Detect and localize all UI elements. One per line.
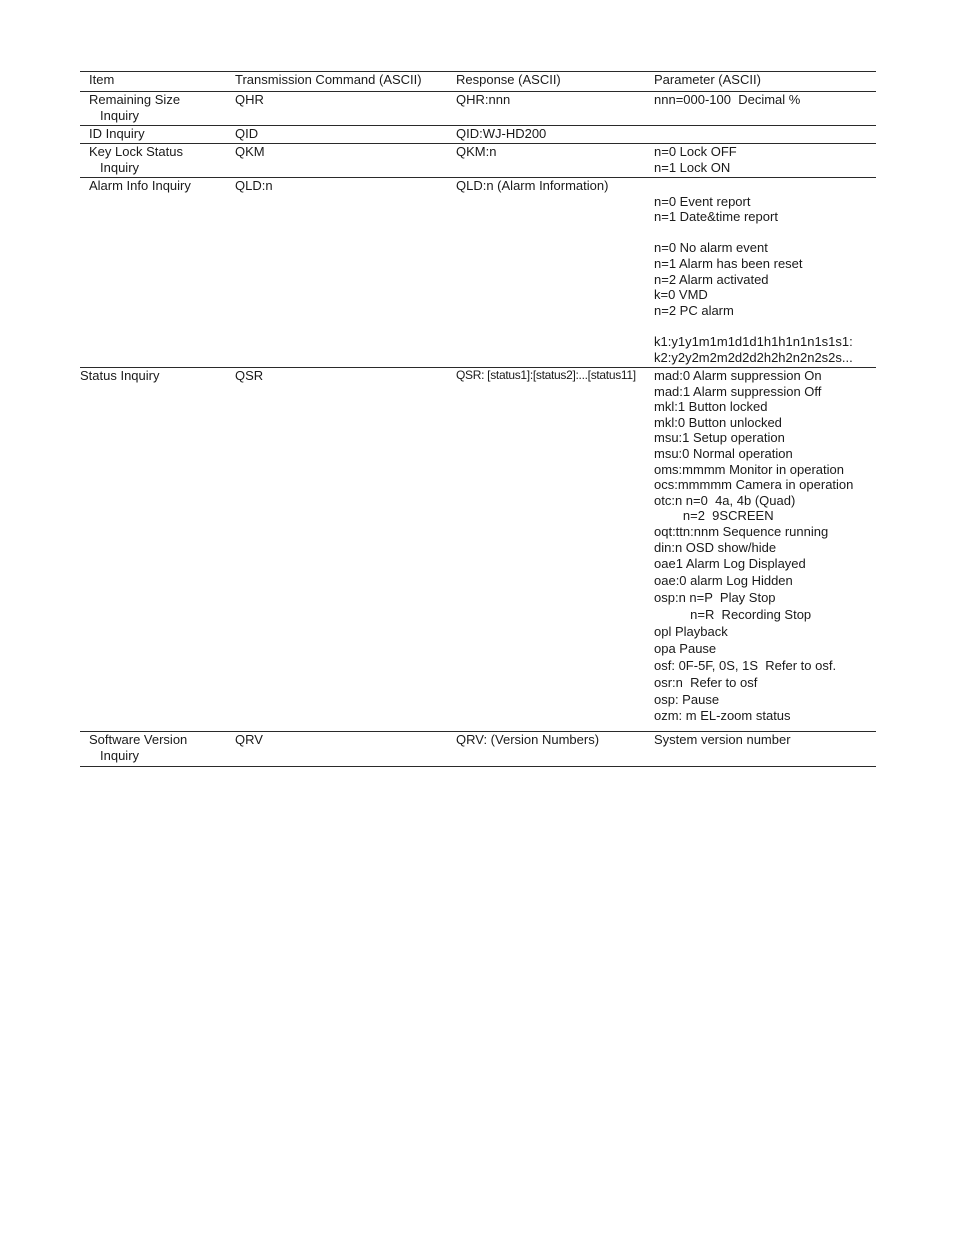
parameter-line: ozm: m EL-zoom status [654, 708, 791, 724]
table-row [80, 731, 876, 767]
parameter-line: msu:1 Setup operation [654, 430, 785, 446]
row-item: Alarm Info Inquiry [89, 178, 191, 193]
item-line: Remaining Size [89, 92, 181, 107]
item-line: Inquiry [100, 747, 140, 763]
row-item [89, 732, 187, 763]
command-table [80, 71, 876, 767]
parameter-line: n=1 Date&time report [654, 209, 778, 225]
row-item [89, 144, 183, 175]
parameter-line [654, 178, 853, 194]
row-item: ID Inquiry [89, 126, 145, 141]
row-item: Status Inquiry [80, 368, 160, 383]
row-command: QRV [235, 732, 263, 747]
item-line: Inquiry [100, 107, 140, 123]
row-command: QID [235, 126, 259, 141]
parameter-line: System version number [654, 732, 791, 747]
row-parameters [654, 732, 791, 748]
row-parameters [654, 92, 800, 108]
parameter-line: osp:n n=P Play Stop [654, 590, 776, 606]
parameter-line: mad:1 Alarm suppression Off [654, 383, 822, 399]
parameter-line [654, 318, 853, 334]
table-row [80, 177, 876, 367]
parameter-line: oae1 Alarm Log Displayed [654, 556, 806, 572]
table-header-row [80, 71, 876, 91]
parameter-line: n=0 Event report [654, 193, 751, 209]
parameter-line: n=R Recording Stop [654, 607, 812, 623]
parameter-line: ocs:mmmmm Camera in operation [654, 477, 854, 493]
row-parameters [654, 144, 737, 175]
parameter-line: k1:y1y1m1m1d1d1h1h1n1n1s1s1: [654, 333, 853, 349]
row-response: QHR:nnn [456, 92, 511, 107]
parameter-line: mkl:0 Button unlocked [654, 414, 782, 430]
parameter-line: nnn=000-100 Decimal % [654, 92, 801, 107]
header-command: Transmission Command (ASCII) [235, 72, 422, 87]
parameter-line: oms:mmmm Monitor in operation [654, 461, 844, 477]
parameter-line: n=2 Alarm activated [654, 271, 769, 287]
parameter-line: k2:y2y2m2m2d2d2h2h2n2n2s2s... [654, 349, 853, 365]
table-row [80, 91, 876, 125]
parameter-line: opa Pause [654, 640, 717, 656]
parameter-line: n=1 Lock ON [654, 159, 731, 175]
parameter-line: msu:0 Normal operation [654, 445, 793, 461]
table-row [80, 143, 876, 177]
header-item: Item [89, 72, 115, 87]
parameter-line: n=0 Lock OFF [654, 144, 737, 159]
parameter-line: n=2 PC alarm [654, 302, 734, 318]
row-response: QKM:n [456, 144, 497, 159]
parameter-line: osr:n Refer to osf [654, 674, 758, 690]
row-item [89, 92, 180, 123]
header-response: Response (ASCII) [456, 72, 561, 87]
parameter-line: otc:n n=0 4a, 4b (Quad) [654, 492, 796, 508]
table-row [80, 367, 876, 731]
parameter-line: mkl:1 Button locked [654, 399, 768, 415]
parameter-line [654, 225, 853, 241]
item-line: Key Lock Status [89, 144, 183, 159]
parameter-line: oqt:ttn:nnm Sequence running [654, 523, 829, 539]
row-command: QHR [235, 92, 264, 107]
parameter-line: din:n OSD show/hide [654, 539, 777, 555]
parameter-line: mad:0 Alarm suppression On [654, 368, 822, 383]
parameter-line: osp: Pause [654, 691, 720, 707]
item-line: Software Version [89, 732, 188, 747]
row-response: QLD:n (Alarm Information) [456, 178, 609, 193]
item-line: Inquiry [100, 159, 140, 175]
parameter-line: n=2 9SCREEN [654, 508, 774, 524]
row-response: QSR: [status1]:[status2]:...[status11] [456, 368, 636, 382]
row-command: QKM [235, 144, 265, 159]
table-row [80, 125, 876, 143]
parameter-line: osf: 0F-5F, 0S, 1S Refer to osf. [654, 657, 837, 673]
row-command: QLD:n [235, 178, 273, 193]
row-parameters [654, 368, 853, 724]
row-command: QSR [235, 368, 264, 383]
row-parameters [654, 178, 853, 365]
row-response: QID:WJ-HD200 [456, 126, 547, 141]
header-parameter: Parameter (ASCII) [654, 72, 761, 87]
parameter-line: n=0 No alarm event [654, 240, 768, 256]
parameter-line: k=0 VMD [654, 287, 708, 303]
row-response: QRV: (Version Numbers) [456, 732, 600, 747]
parameter-line: opl Playback [654, 623, 728, 639]
parameter-line: n=1 Alarm has been reset [654, 255, 803, 271]
parameter-line: oae:0 alarm Log Hidden [654, 573, 793, 589]
